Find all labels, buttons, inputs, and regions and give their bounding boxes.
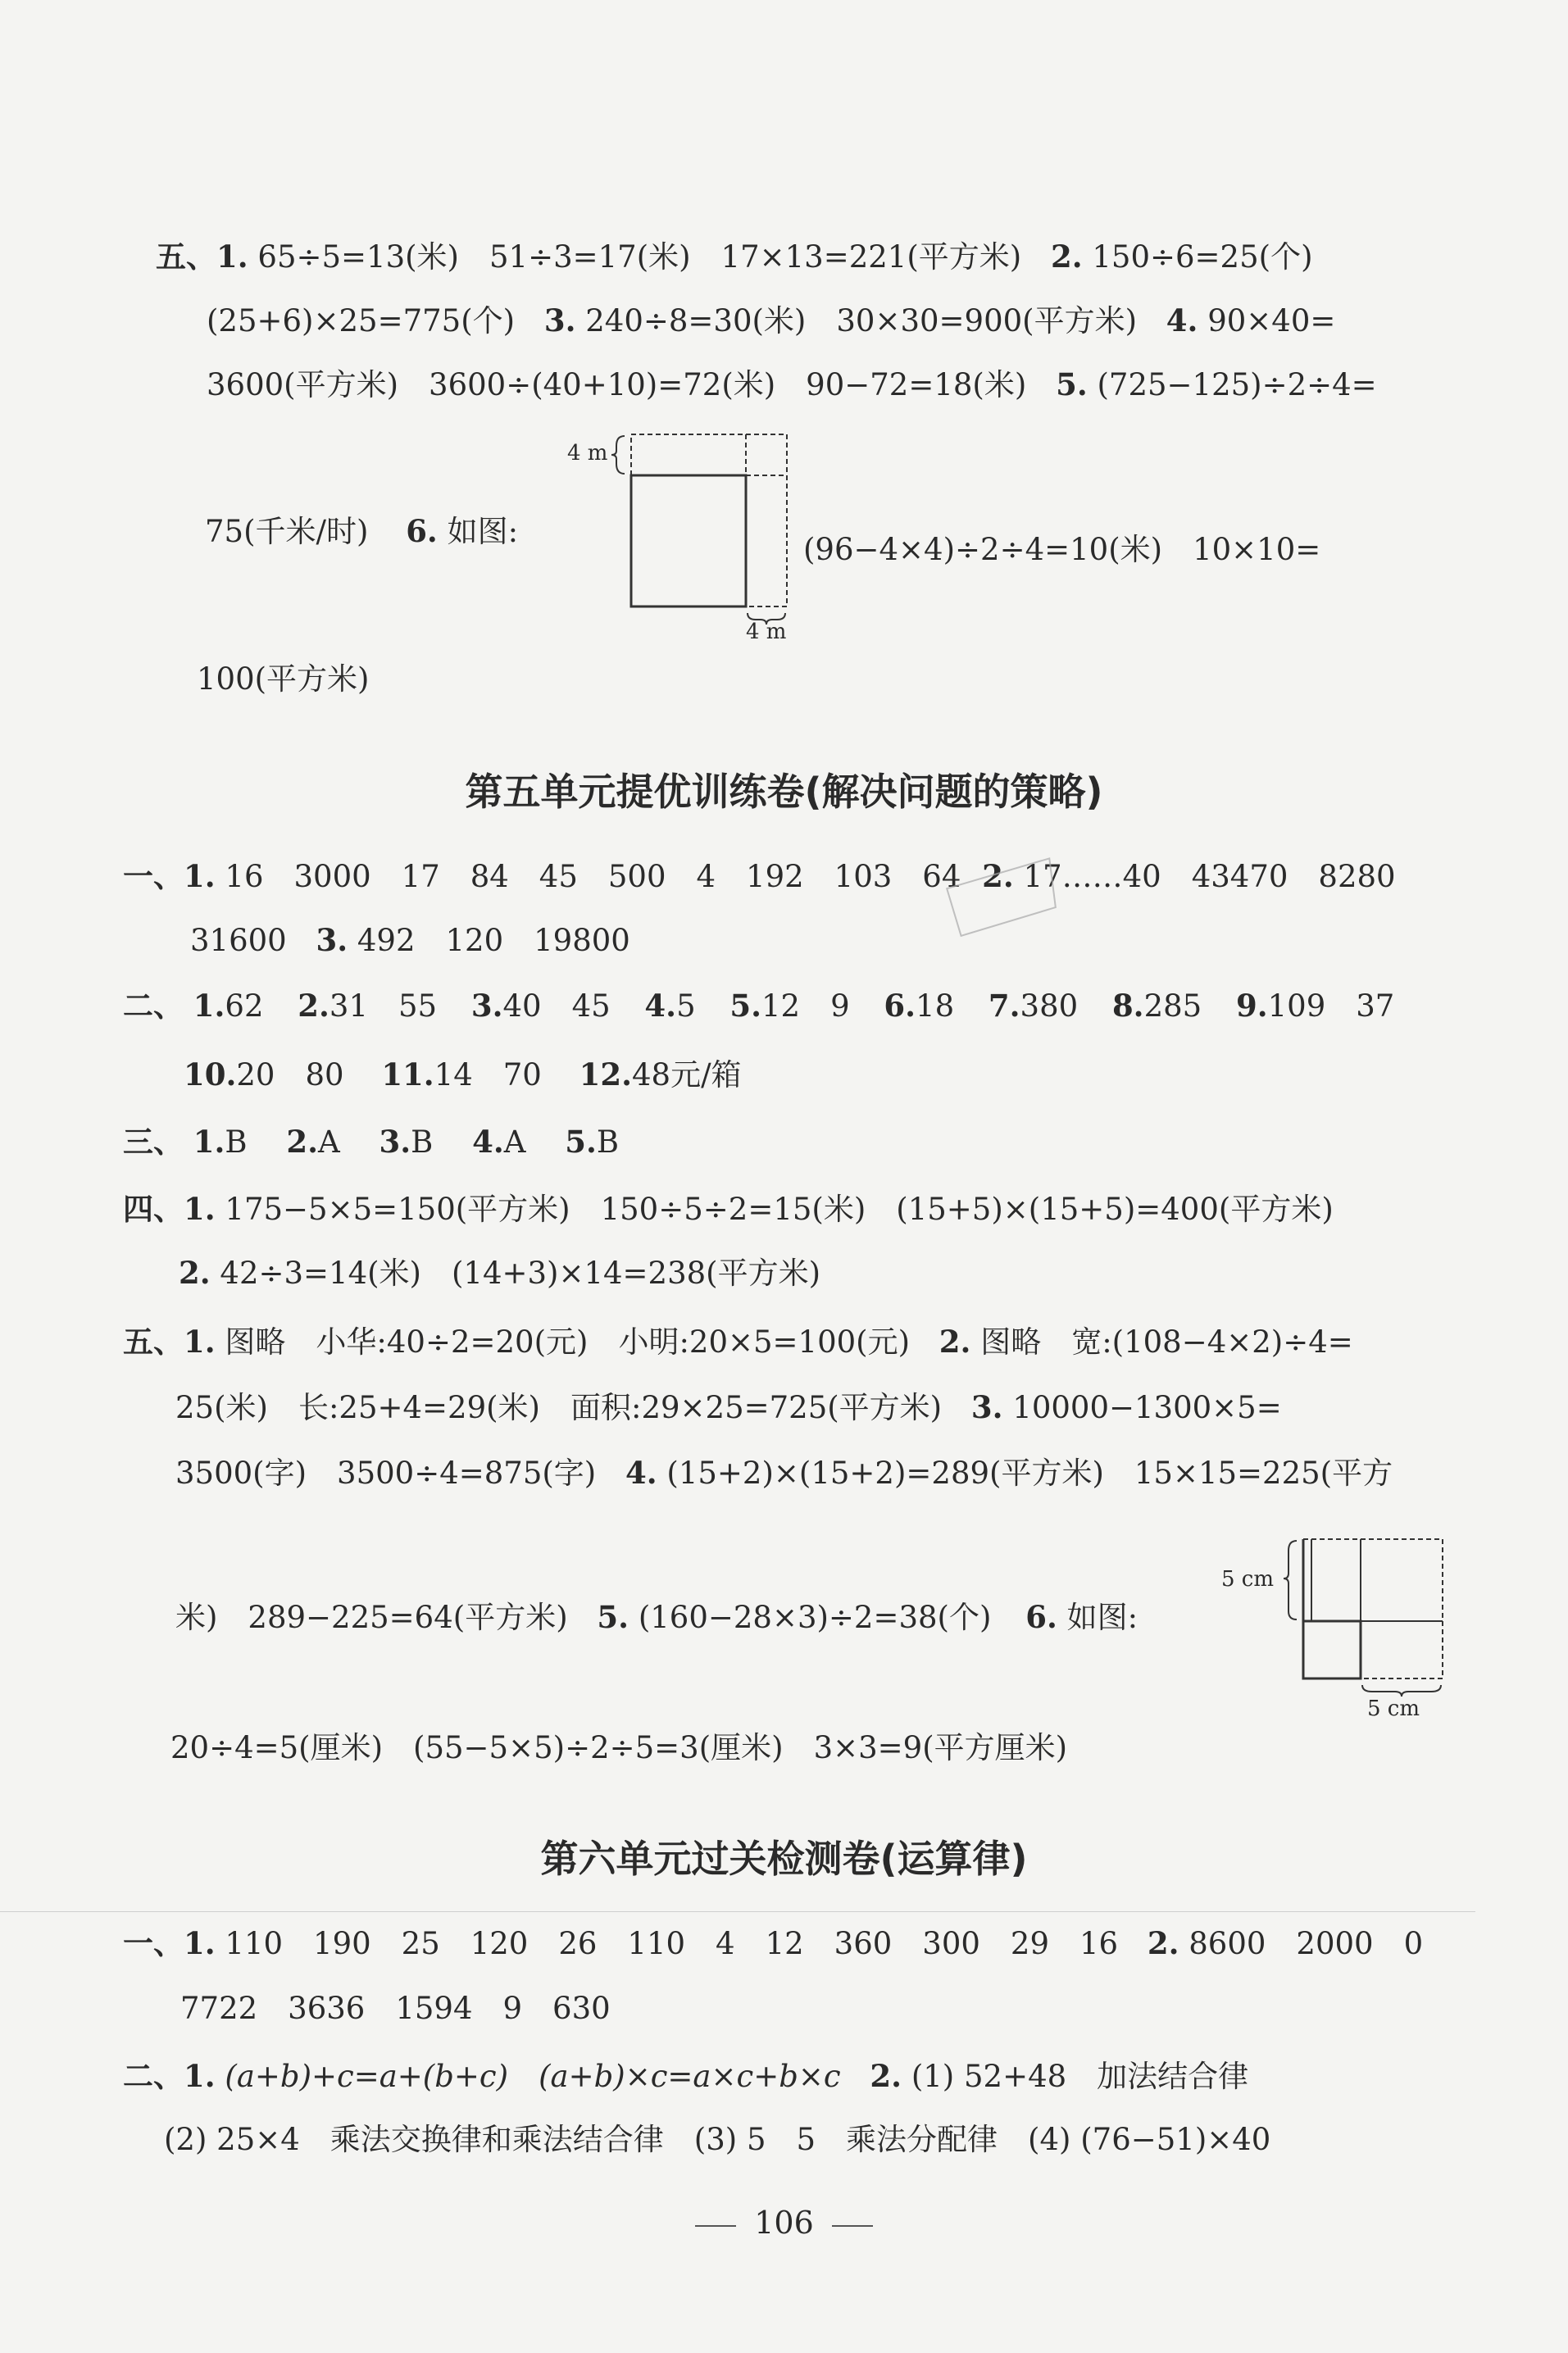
scan-divider-line [0,1911,1475,1912]
u5-si-line-1: 四、1. 175−5×5=150(平方米) 150÷5÷2=15(米) (15+5)×(15+5)=400(平方米) [123,1191,1334,1227]
page-number-dash-left [695,2225,736,2227]
sec5-line-4b: (96−4×4)÷2÷4=10(米) 10×10= [803,532,1321,567]
u5-er-line-2: 10.20 80 11.14 70 12.48元/箱 [184,1056,742,1092]
unit5-title: 第五单元提优训练卷(解决问题的策略) [465,770,1103,814]
u5-yi-line-2: 31600 3. 492 120 19800 [190,922,630,958]
u5-wu-line-4: 米) 289−225=64(平方米) 5. (160−28×3)÷2=38(个) 6. 如图: [175,1599,1139,1635]
u5-wu-line-3: 3500(字) 3500÷4=875(字) 4. (15+2)×(15+2)=289(平方米) 15×15=225(平方 [175,1455,1393,1491]
sec5-line-5: 100(平方米) [197,661,370,697]
u5-er-line-1: 二、 1.62 2.31 55 3.40 45 4.5 5.12 9 6.18 7.380 8.285 9.109 37 [123,988,1395,1024]
u6-yi-line-1: 一、1. 110 190 25 120 26 110 4 12 360 300 29 16 2. 8600 2000 0 [123,1925,1424,1961]
u5-figure [1221,1533,1451,1729]
fig-label-bottom-cm: 5 cm [1367,1697,1420,1721]
fig-label-top: 4 m [567,441,608,466]
u5-wu-line-5: 20÷4=5(厘米) (55−5×5)÷2÷5=3(厘米) 3×3=9(平方厘米) [170,1730,1068,1765]
u5-wu-line-2: 25(米) 长:25+4=29(米) 面积:29×25=725(平方米) 3. 10000−1300×5= [175,1389,1282,1425]
sec5-figure [566,426,803,647]
sec5-line-3: 3600(平方米) 3600÷(40+10)=72(米) 90−72=18(米) 5. (725−125)÷2÷4= [207,366,1377,402]
u5-wu-line-1: 五、1. 图略 小华:40÷2=20(元) 小明:20×5=100(元) 2. 图略 宽:(108−4×2)÷4= [123,1324,1353,1360]
u6-er-line-2: (2) 25×4 乘法交换律和乘法结合律 (3) 5 5 乘法分配律 (4) (76−51)×40 [164,2122,1271,2157]
sec5-line-4: 75(千米/时) 6. 如图: [205,513,519,549]
fig-label-side: 5 cm [1221,1567,1275,1592]
u5-yi-line-1: 一、1. 16 3000 17 84 45 500 4 192 103 64 2. 17……40 43470 8280 [123,858,1396,894]
page-number: 106 [0,2205,1568,2241]
u5-si-line-2: 2. 42÷3=14(米) (14+3)×14=238(平方米) [179,1255,821,1291]
u6-er-line-1: 二、1. (a+b)+c=a+(b+c) (a+b)×c=a×c+b×c 2. (1) 52+48 加法结合律 [123,2058,1249,2094]
sec5-line-1: 五、1. 65÷5=13(米) 51÷3=17(米) 17×13=221(平方米) 2. 150÷6=25(个) [156,238,1313,275]
unit6-title: 第六单元过关检测卷(运算律) [540,1837,1028,1881]
u5-san-line: 三、 1.B 2.A 3.B 4.A 5.B [123,1124,620,1160]
page-number-dash-right [832,2225,873,2227]
sec5-line-2: (25+6)×25=775(个) 3. 240÷8=30(米) 30×30=900(平方米) 4. 90×40= [207,302,1336,338]
u6-yi-line-2: 7722 3636 1594 9 630 [180,1991,611,2026]
fig-label-bottom: 4 m [746,620,787,644]
